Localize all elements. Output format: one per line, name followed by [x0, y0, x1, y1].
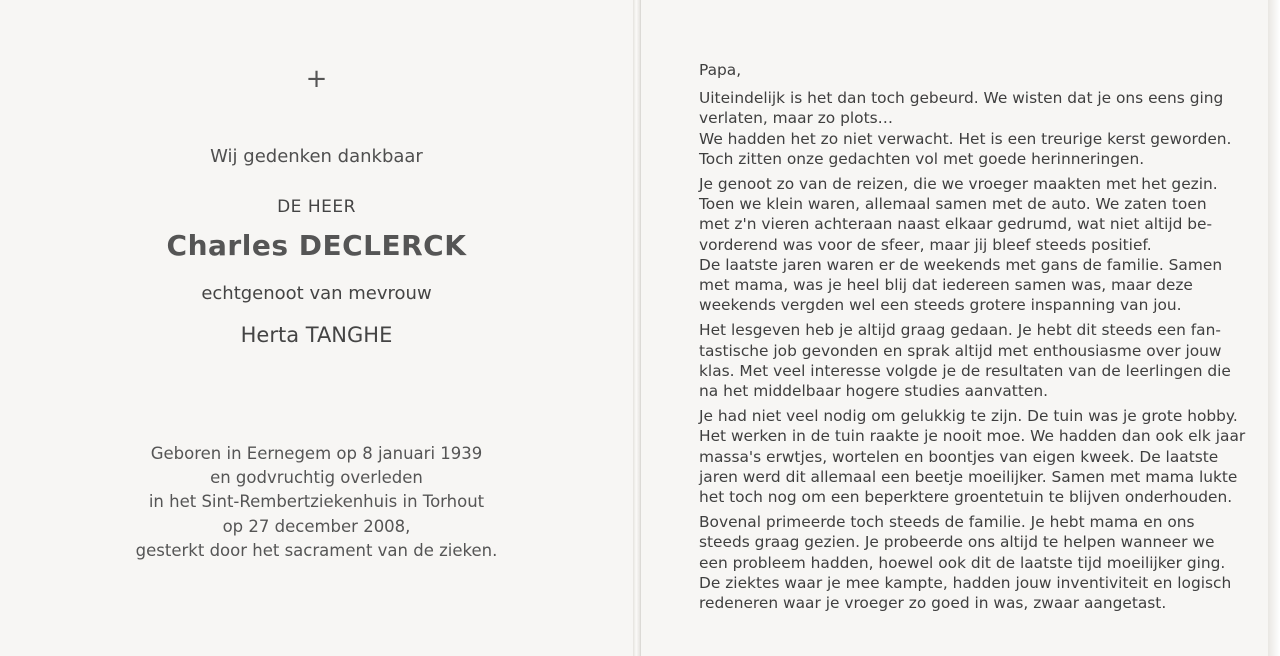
- bio-line: in het Sint-Rembertziekenhuis in Torhout: [148, 492, 485, 512]
- deceased-name: Charles DECLERCK: [166, 229, 467, 262]
- letter-line: Het lesgeven heb je altijd graag gedaan. Je hebt dit steeds een fan-: [699, 321, 1221, 340]
- card-edge: [1268, 0, 1280, 656]
- letter-line: het toch nog om een beperktere groentetuin te blijven onderhouden.: [699, 488, 1233, 507]
- bio-line: op 27 december 2008,: [222, 516, 411, 536]
- honorific-title: DE HEER: [277, 197, 356, 217]
- letter-line: klas. Met veel interesse volgde je de resultaten van de leerlingen die: [699, 361, 1231, 380]
- letter-line: De ziektes waar je mee kampte, hadden jouw inventiviteit en logisch: [699, 573, 1232, 592]
- letter-line: massa's erwtjes, wortelen en boontjes van eigen kweek. De laatste: [699, 447, 1219, 466]
- letter-paragraph: [699, 88, 1232, 169]
- letter-line: met z'n vieren achteraan naast elkaar gedrumd, wat niet altijd be-: [699, 215, 1213, 234]
- card-fold: [633, 0, 640, 656]
- letter-line: steeds graag gezien. Je probeerde ons altijd te helpen wanneer we: [699, 533, 1215, 552]
- letter-line: Toch zitten onze gedachten vol met goede herinneringen.: [699, 149, 1145, 168]
- spouse-label: echtgenoot van mevrouw: [201, 283, 432, 304]
- letter-line: met mama, was je heel blij dat iedereen samen was, maar deze: [699, 276, 1193, 295]
- letter-line: Je had niet veel nodig om gelukkig te zijn. De tuin was je grote hobby.: [699, 407, 1238, 426]
- letter-line: We hadden het zo niet verwacht. Het is een treurige kerst geworden.: [699, 129, 1232, 148]
- letter-line: redeneren waar je vroeger zo goed in was, zwaar aangetast.: [699, 594, 1167, 613]
- letter-paragraph: [699, 320, 1229, 401]
- bio-line: en godvruchtig overleden: [210, 468, 423, 488]
- letter-line: tastische job gevonden en sprak altijd met enthousiasme over jouw: [699, 341, 1222, 360]
- cross-icon: +: [305, 64, 328, 94]
- letter-line: weekends vergden wel een steeds grotere inspanning van jou.: [699, 296, 1182, 315]
- letter-line: vorderend was voor de sfeer, maar jij bleef steeds positief.: [699, 235, 1152, 254]
- letter-line: Bovenal primeerde toch steeds de familie. Je hebt mama en ons: [699, 513, 1195, 532]
- letter-paragraph: [699, 512, 1232, 613]
- letter-body: [699, 88, 1246, 613]
- biography: [0, 442, 633, 563]
- letter-line: De laatste jaren waren er de weekends met gans de familie. Samen: [699, 255, 1223, 274]
- letter-line: Je genoot zo van de reizen, die we vroeger maakten met het gezin.: [699, 175, 1218, 194]
- letter-line: Toen we klein waren, allemaal samen met de auto. We zaten toen: [699, 195, 1207, 214]
- letter-line: Het werken in de tuin raakte je nooit moe. We hadden dan ook elk jaar: [699, 427, 1246, 446]
- letter-line: verlaten, maar zo plots…: [699, 109, 894, 128]
- bio-line: Geboren in Eernegem op 8 januari 1939: [150, 444, 483, 463]
- letter-line: een probleem hadden, hoewel ook dit de laatste tijd moeilijker ging.: [699, 553, 1226, 572]
- spouse-name: Herta TANGHE: [240, 323, 393, 347]
- letter: [699, 60, 1246, 618]
- letter-line: Uiteindelijk is het dan toch gebeurd. We wisten dat je ons eens ging: [699, 89, 1224, 108]
- letter-line: na het middelbaar hogere studies aanvatten.: [699, 382, 1048, 401]
- letter-paragraph: [699, 406, 1246, 507]
- bio-line: gesterkt door het sacrament van de zieken.: [135, 540, 498, 560]
- letter-line: jaren werd dit allemaal een beetje moeilijker. Samen met mama lukte: [699, 467, 1238, 486]
- letter-paragraph: [699, 174, 1229, 315]
- letter-salutation: Papa,: [699, 61, 742, 79]
- intro-text: Wij gedenken dankbaar: [210, 146, 423, 167]
